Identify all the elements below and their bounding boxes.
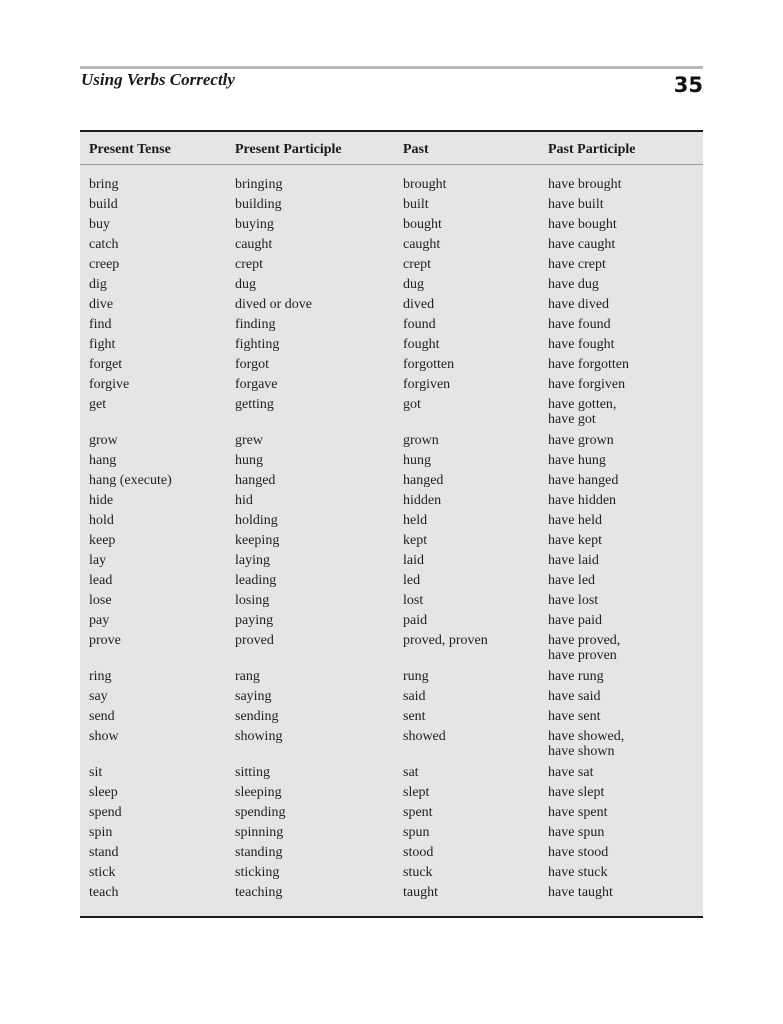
cell-past: bought (403, 217, 442, 232)
cell-past: laid (403, 553, 424, 568)
cell-present-tense: sit (89, 765, 103, 780)
column-header-present-participle: Present Participle (235, 142, 342, 157)
cell-past: lost (403, 593, 424, 608)
cell-present-participle: sleeping (235, 785, 282, 800)
cell-past: hidden (403, 493, 442, 508)
cell-present-participle: paying (235, 613, 274, 628)
cell-past-participle: have crept (548, 257, 606, 272)
cell-present-participle: teaching (235, 885, 283, 900)
cell-present-tense: prove (89, 633, 121, 648)
cell-past-participle: have bought (548, 217, 617, 232)
cell-present-participle: caught (235, 237, 273, 252)
cell-past: stood (403, 845, 434, 860)
cell-past-participle: have hanged (548, 473, 619, 488)
cell-past: paid (403, 613, 428, 628)
cell-past-participle: have gotten, (548, 397, 617, 412)
cell-past-participle: have sat (548, 765, 594, 780)
cell-present-participle: laying (235, 553, 270, 568)
cell-present-participle: rang (235, 669, 260, 684)
cell-present-tense: spin (89, 825, 113, 840)
table-header-row (80, 132, 703, 165)
cell-present-participle: dug (235, 277, 256, 292)
cell-past-participle: have kept (548, 533, 603, 548)
cell-past: held (403, 513, 428, 528)
cell-past-participle: have sent (548, 709, 601, 724)
column-header-past-participle: Past Participle (548, 142, 636, 157)
cell-past-participle: have proved, (548, 633, 621, 648)
cell-past-participle: have fought (548, 337, 615, 352)
cell-past: spun (403, 825, 430, 840)
cell-present-participle: hung (235, 453, 263, 468)
cell-past-participle: have spent (548, 805, 608, 820)
cell-past-participle: have laid (548, 553, 599, 568)
cell-present-participle: fighting (235, 337, 280, 352)
cell-past: fought (403, 337, 440, 352)
cell-past-participle: have led (548, 573, 596, 588)
cell-present-tense: hang (89, 453, 117, 468)
cell-past-participle: have brought (548, 177, 622, 192)
cell-present-tense: send (89, 709, 115, 724)
cell-present-tense: pay (89, 613, 110, 628)
cell-past: sent (403, 709, 426, 724)
cell-present-participle: forgot (235, 357, 269, 372)
cell-past-participle: have forgiven (548, 377, 626, 392)
cell-present-participle: losing (235, 593, 270, 608)
cell-past-participle: have dived (548, 297, 610, 312)
cell-present-tense: find (89, 317, 112, 332)
column-header-present-tense: Present Tense (89, 142, 171, 157)
cell-past-participle: have stood (548, 845, 609, 860)
cell-present-tense: keep (89, 533, 116, 548)
cell-present-tense: hang (execute) (89, 473, 172, 488)
cell-present-tense: dive (89, 297, 114, 312)
cell-past-participle: have caught (548, 237, 616, 252)
cell-present-tense: forgive (89, 377, 130, 392)
cell-present-participle: sitting (235, 765, 271, 780)
cell-present-participle: finding (235, 317, 276, 332)
cell-present-tense: lead (89, 573, 113, 588)
cell-past: spent (403, 805, 433, 820)
cell-present-participle: bringing (235, 177, 283, 192)
cell-present-participle: proved (235, 633, 274, 648)
cell-present-tense: fight (89, 337, 116, 352)
cell-past: slept (403, 785, 430, 800)
cell-past: built (403, 197, 429, 212)
cell-present-tense: sleep (89, 785, 118, 800)
cell-present-tense: buy (89, 217, 110, 232)
cell-past: grown (403, 433, 439, 448)
cell-present-participle: sticking (235, 865, 280, 880)
cell-past: brought (403, 177, 447, 192)
cell-past-participle: have held (548, 513, 603, 528)
cell-past-participle-continued: have shown (548, 744, 615, 759)
cell-past-participle: have hidden (548, 493, 617, 508)
cell-present-tense: teach (89, 885, 119, 900)
cell-present-tense: forget (89, 357, 123, 372)
cell-past: got (403, 397, 421, 412)
cell-past: crept (403, 257, 431, 272)
cell-past: dug (403, 277, 424, 292)
cell-past: caught (403, 237, 441, 252)
cell-past: stuck (403, 865, 433, 880)
cell-past: showed (403, 729, 446, 744)
cell-present-participle: showing (235, 729, 283, 744)
column-header-past: Past (403, 142, 429, 157)
cell-past-participle: have spun (548, 825, 605, 840)
cell-present-tense: show (89, 729, 119, 744)
cell-past: proved, proven (403, 633, 488, 648)
cell-present-participle: crept (235, 257, 263, 272)
cell-present-participle: saying (235, 689, 272, 704)
cell-past: taught (403, 885, 438, 900)
cell-present-tense: lose (89, 593, 112, 608)
cell-present-participle: keeping (235, 533, 280, 548)
cell-present-participle: leading (235, 573, 277, 588)
cell-past: forgiven (403, 377, 451, 392)
cell-present-tense: catch (89, 237, 119, 252)
cell-past: hung (403, 453, 431, 468)
cell-present-tense: hold (89, 513, 114, 528)
cell-present-participle: holding (235, 513, 278, 528)
page-number: 35 (673, 73, 703, 97)
cell-present-tense: dig (89, 277, 107, 292)
cell-past: rung (403, 669, 429, 684)
cell-past: said (403, 689, 426, 704)
cell-present-tense: ring (89, 669, 112, 684)
cell-past-participle: have paid (548, 613, 603, 628)
cell-present-participle: sending (235, 709, 279, 724)
cell-present-tense: bring (89, 177, 119, 192)
cell-present-tense: creep (89, 257, 120, 272)
cell-present-participle: spinning (235, 825, 284, 840)
cell-present-participle: dived or dove (235, 297, 312, 312)
cell-present-participle: spending (235, 805, 286, 820)
running-head: Using Verbs Correctly (81, 70, 235, 89)
cell-present-tense: stand (89, 845, 119, 860)
cell-past: led (403, 573, 421, 588)
cell-present-tense: say (89, 689, 108, 704)
cell-present-tense: build (89, 197, 118, 212)
cell-present-participle: forgave (235, 377, 278, 392)
cell-past-participle: have slept (548, 785, 605, 800)
cell-present-tense: hide (89, 493, 114, 508)
cell-past-participle: have hung (548, 453, 606, 468)
cell-past-participle: have forgotten (548, 357, 629, 372)
cell-past-participle: have lost (548, 593, 599, 608)
verb-table (80, 130, 703, 918)
cell-past-participle: have grown (548, 433, 614, 448)
cell-present-participle: hid (235, 493, 253, 508)
cell-past: forgotten (403, 357, 455, 372)
cell-present-tense: lay (89, 553, 107, 568)
cell-past-participle: have dug (548, 277, 599, 292)
cell-present-participle: buying (235, 217, 274, 232)
cell-present-participle: building (235, 197, 282, 212)
cell-past-participle-continued: have proven (548, 648, 617, 663)
cell-present-participle: getting (235, 397, 274, 412)
cell-present-tense: grow (89, 433, 118, 448)
cell-present-participle: grew (235, 433, 263, 448)
cell-past-participle: have found (548, 317, 611, 332)
cell-past: kept (403, 533, 428, 548)
cell-past-participle: have rung (548, 669, 604, 684)
cell-past: hanged (403, 473, 444, 488)
cell-present-participle: standing (235, 845, 283, 860)
cell-past: found (403, 317, 436, 332)
cell-past-participle-continued: have got (548, 412, 596, 427)
cell-past-participle: have said (548, 689, 601, 704)
cell-present-tense: get (89, 397, 107, 412)
cell-past-participle: have stuck (548, 865, 608, 880)
cell-past-participle: have built (548, 197, 604, 212)
cell-past: sat (403, 765, 419, 780)
cell-present-tense: stick (89, 865, 116, 880)
cell-past-participle: have taught (548, 885, 613, 900)
cell-past-participle: have showed, (548, 729, 625, 744)
cell-past: dived (403, 297, 435, 312)
cell-present-tense: spend (89, 805, 122, 820)
cell-present-participle: hanged (235, 473, 276, 488)
top-rule (80, 66, 703, 69)
